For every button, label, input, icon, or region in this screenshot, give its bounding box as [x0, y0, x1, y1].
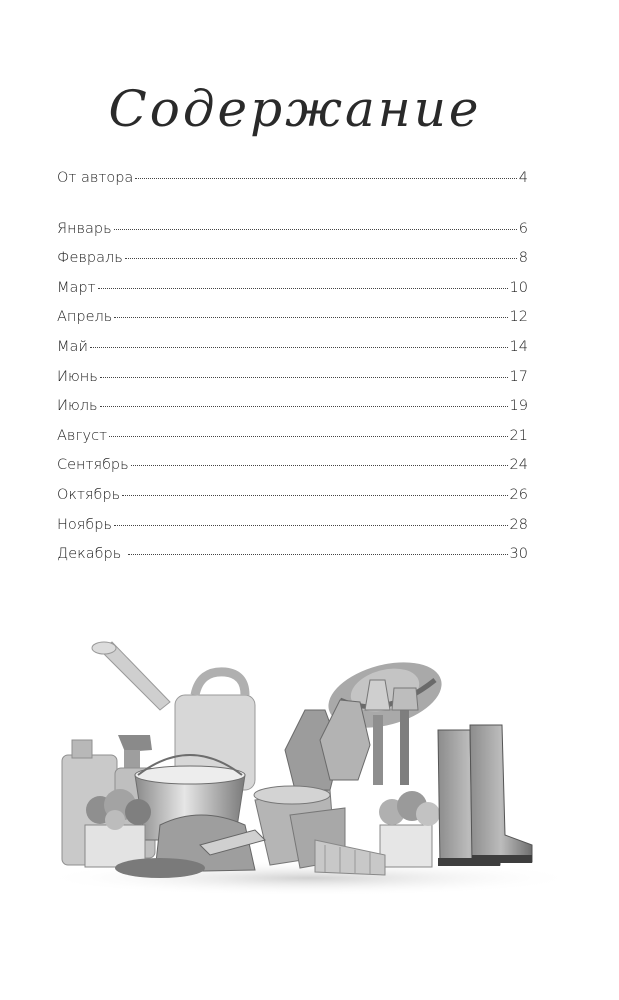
- toc-entry-label: Декабрь: [57, 546, 126, 563]
- toc-entry[interactable]: [57, 221, 528, 251]
- toc-entry[interactable]: [57, 250, 528, 280]
- toc-leader-dots: [90, 347, 508, 348]
- toc-leader-dots: [100, 377, 508, 378]
- toc-entry[interactable]: [57, 398, 528, 428]
- toc-leader-dots: [109, 436, 507, 437]
- table-of-contents: [57, 170, 528, 576]
- toc-entry-page: 24: [509, 457, 528, 474]
- toc-entry-page: 4: [518, 170, 528, 186]
- toc-leader-dots: [131, 465, 508, 466]
- toc-leader-dots: [98, 288, 508, 289]
- toc-entry-label: Апрель: [57, 309, 113, 326]
- toc-entry-page: 21: [509, 427, 528, 444]
- toc-entry-page: 28: [509, 516, 528, 533]
- toc-entry-label: Март: [57, 279, 96, 296]
- toc-leader-dots: [125, 258, 517, 259]
- toc-leader-dots: [122, 495, 507, 496]
- toc-entry-page: 26: [509, 486, 528, 503]
- toc-entry-label: Ноябрь: [57, 516, 112, 533]
- toc-leader-dots: [114, 229, 517, 230]
- toc-entry[interactable]: [57, 309, 528, 339]
- toc-leader-dots: [114, 525, 508, 526]
- toc-entry-page: 6: [518, 220, 528, 237]
- brush-icon: [315, 840, 385, 875]
- toc-entry-label: Июль: [57, 398, 98, 415]
- page-title: Содержание: [108, 80, 482, 138]
- toc-entry-page: 17: [509, 368, 528, 385]
- toc-entry[interactable]: [57, 457, 528, 487]
- toc-leader-dots: [128, 554, 508, 555]
- toc-entry-label: Июнь: [57, 368, 98, 385]
- rubber-boots-icon: [438, 725, 532, 866]
- toc-entry[interactable]: [57, 517, 528, 547]
- toc-leader-dots: [100, 406, 508, 407]
- toc-entry-label: Февраль: [57, 250, 123, 267]
- toc-entry[interactable]: [57, 170, 528, 200]
- toc-entry[interactable]: [57, 546, 528, 576]
- toc-leader-dots: [114, 317, 507, 318]
- toc-entry[interactable]: [57, 339, 528, 369]
- gloves-icon: [285, 700, 370, 790]
- garden-tools-icon: [40, 640, 580, 900]
- toc-entry-page: 14: [509, 338, 528, 355]
- toc-entry[interactable]: [57, 280, 528, 310]
- toc-entry-label: От автора: [57, 170, 134, 186]
- toc-entry[interactable]: [57, 428, 528, 458]
- toc-entry-label: Сентябрь: [57, 457, 129, 474]
- toc-entry-page: 10: [509, 279, 528, 296]
- toc-entry-label: Август: [57, 427, 108, 444]
- toc-entry-page: 8: [518, 250, 528, 267]
- toc-leader-dots: [135, 178, 516, 179]
- toc-entry-label: Май: [57, 338, 88, 355]
- flower-left-icon: [85, 789, 151, 867]
- flower-right-icon: [379, 791, 440, 867]
- toc-entry-label: Январь: [57, 220, 112, 237]
- toc-entry-page: 30: [509, 546, 528, 563]
- toc-entry-label: Октябрь: [57, 486, 121, 503]
- toc-entry-page: 12: [509, 309, 528, 326]
- toc-entry[interactable]: [57, 487, 528, 517]
- toc-entry-page: 19: [509, 398, 528, 415]
- toc-entry[interactable]: [57, 369, 528, 399]
